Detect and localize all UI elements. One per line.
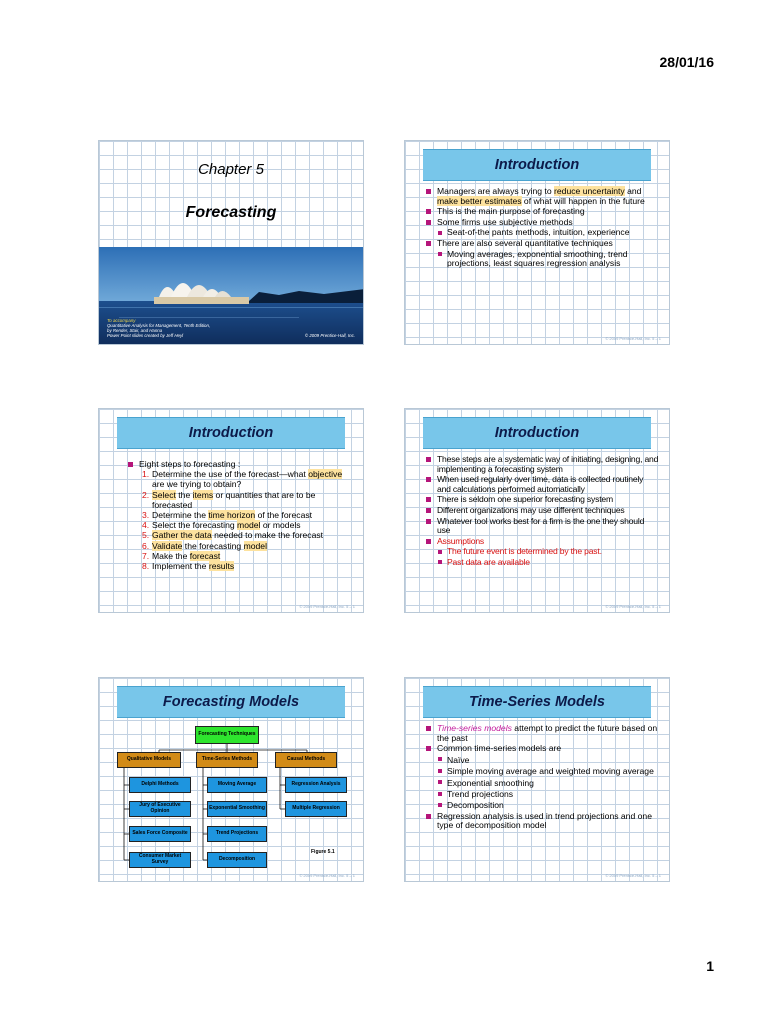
credit-line: Quantitative Analysis for Management, Tenth Edition,	[107, 323, 211, 328]
bullet-item: Whatever tool works best for a firm is the one they should use	[425, 517, 659, 536]
slide-footer: © 2009 Prentice-Hall, Inc. 5 – 1	[605, 604, 661, 609]
slide-introduction-3	[404, 408, 670, 613]
slide-footer: © 2009 Prentice-Hall, Inc. 5 – 1	[299, 604, 355, 609]
bullet-list	[425, 455, 659, 569]
bullet-item: Regression analysis is used in trend projections and one type of decomposition model	[425, 812, 659, 831]
slide-footer: © 2009 Prentice-Hall, Inc. 5 – 1	[605, 336, 661, 341]
sub-bullet-item: Seat-of-the pants methods, intuition, experience	[437, 228, 659, 238]
diagram-node-forecasting-techniques: Forecasting Techniques	[195, 726, 259, 744]
bullet-item: There is seldom one superior forecasting system	[425, 495, 659, 505]
page-number: 1	[706, 958, 714, 974]
step-item: 8. Implement the results	[142, 561, 235, 572]
steps-list	[127, 459, 353, 571]
bullet-item: Some firms use subjective methods Seat-of-the pants methods, intuition, experience	[425, 218, 659, 238]
sub-bullet-item: Decomposition	[437, 800, 659, 810]
bullet-item: Assumptions The future event is determined by the past. Past data are available	[425, 537, 659, 568]
step-item: 6. Validate the forecasting model	[142, 540, 267, 551]
diagram-node-multiple-regression: Multiple Regression	[285, 801, 347, 817]
credit-line: by Render, Stair, and Hanna	[107, 328, 163, 333]
bullet-item: When used regularly over time, data is collected routinely and calculations performed automatically	[425, 475, 659, 494]
sub-bullet-item: Naïve	[437, 755, 659, 765]
sub-bullet-item: Trend projections	[437, 789, 659, 799]
slide-footer: © 2009 Prentice-Hall, Inc. 5 – 1	[605, 873, 661, 878]
diagram-node-jury-of-executive-opinion: Jury of Executive Opinion	[129, 801, 191, 817]
slide-footer: © 2009 Prentice-Hall, Inc. 5 – 1	[299, 873, 355, 878]
diagram-node-trend-projections: Trend Projections	[207, 826, 267, 842]
slide-title: Introduction	[117, 417, 345, 449]
diagram-node-moving-average: Moving Average	[207, 777, 267, 793]
bullet-item: There are also several quantitative techniques Moving averages, exponential smoothing, trend projections, least squares regression analysis	[425, 239, 659, 269]
diagram-node-sales-force-composite: Sales Force Composite	[129, 826, 191, 842]
bullet-item: Common time-series models are Naïve Simple moving average and weighted moving average Exponential smoothing Trend projections Decomposition	[425, 744, 659, 811]
bullet-list	[425, 724, 659, 832]
credit-line: To accompany	[107, 318, 136, 323]
slide-title: Introduction	[423, 149, 651, 181]
sub-bullet-item: Past data are available	[437, 558, 659, 568]
slide-chapter-title	[98, 140, 364, 345]
slide-title: Introduction	[423, 417, 651, 449]
sub-bullet-item: Exponential smoothing	[437, 778, 659, 788]
diagram-node-decomposition: Decomposition	[207, 852, 267, 868]
page-date: 28/01/16	[659, 54, 714, 70]
sub-bullet-item: Moving averages, exponential smoothing, trend projections, least squares regression analysis	[437, 250, 659, 269]
slide-time-series-models	[404, 677, 670, 882]
bullet-item: Eight steps to forecasting :	[127, 459, 353, 469]
chapter-heading: Chapter 5	[198, 161, 264, 178]
diagram-node-exponential-smoothing: Exponential Smoothing	[207, 801, 267, 817]
step-item: 3. Determine the time horizon of the forecast	[142, 510, 313, 521]
credit-line: Power Point slides created by Jeff Heyl	[107, 333, 184, 338]
diagram-node-time-series-methods: Time-Series Methods	[196, 752, 258, 768]
diagram-node-delphi-methods: Delphi Methods	[129, 777, 191, 793]
step-item: 4. Select the forecasting model or models	[142, 520, 301, 531]
slide-introduction-1	[404, 140, 670, 345]
diagram-node-consumer-market-survey: Consumer Market Survey	[129, 852, 191, 868]
slide-forecasting-models	[98, 677, 364, 882]
bullet-item: This is the main purpose of forecasting	[425, 207, 659, 217]
step-item: 5. Gather the data needed to make the forecast	[142, 530, 324, 541]
diagram-node-regression-analysis: Regression Analysis	[285, 777, 347, 793]
slide-introduction-2	[98, 408, 364, 613]
slide-copyright: © 2009 Prentice-Hall, Inc.	[304, 333, 355, 338]
step-item: 1. Determine the use of the forecast—what objective are we trying to obtain?	[142, 469, 343, 490]
bullet-item: Different organizations may use different techniques	[425, 506, 659, 516]
step-item: 7. Make the forecast	[142, 550, 221, 561]
diagram-node-causal-methods: Causal Methods	[275, 752, 337, 768]
figure-caption: Figure 5.1	[311, 849, 335, 855]
sub-bullet-item: The future event is determined by the past.	[437, 547, 659, 557]
diagram-node-qualitative-models: Qualitative Models	[117, 752, 181, 768]
slide-credit	[107, 318, 210, 338]
slide-title: Forecasting Models	[117, 686, 345, 718]
bullet-item: Managers are always trying to reduce uncertainty and make better estimates of what will happen in the future	[425, 187, 659, 206]
slide-title: Forecasting	[185, 204, 277, 221]
step-item: 2. Select the items or quantities that are to be forecasted	[142, 489, 316, 510]
slide-title: Time-Series Models	[423, 686, 651, 718]
bullet-item: These steps are a systematic way of initiating, designing, and implementing a forecasting system	[425, 455, 659, 474]
bullet-list	[425, 187, 659, 270]
sub-bullet-item: Simple moving average and weighted moving average	[437, 766, 659, 776]
bullet-item: Time-series models attempt to predict the future based on the past	[425, 724, 659, 743]
